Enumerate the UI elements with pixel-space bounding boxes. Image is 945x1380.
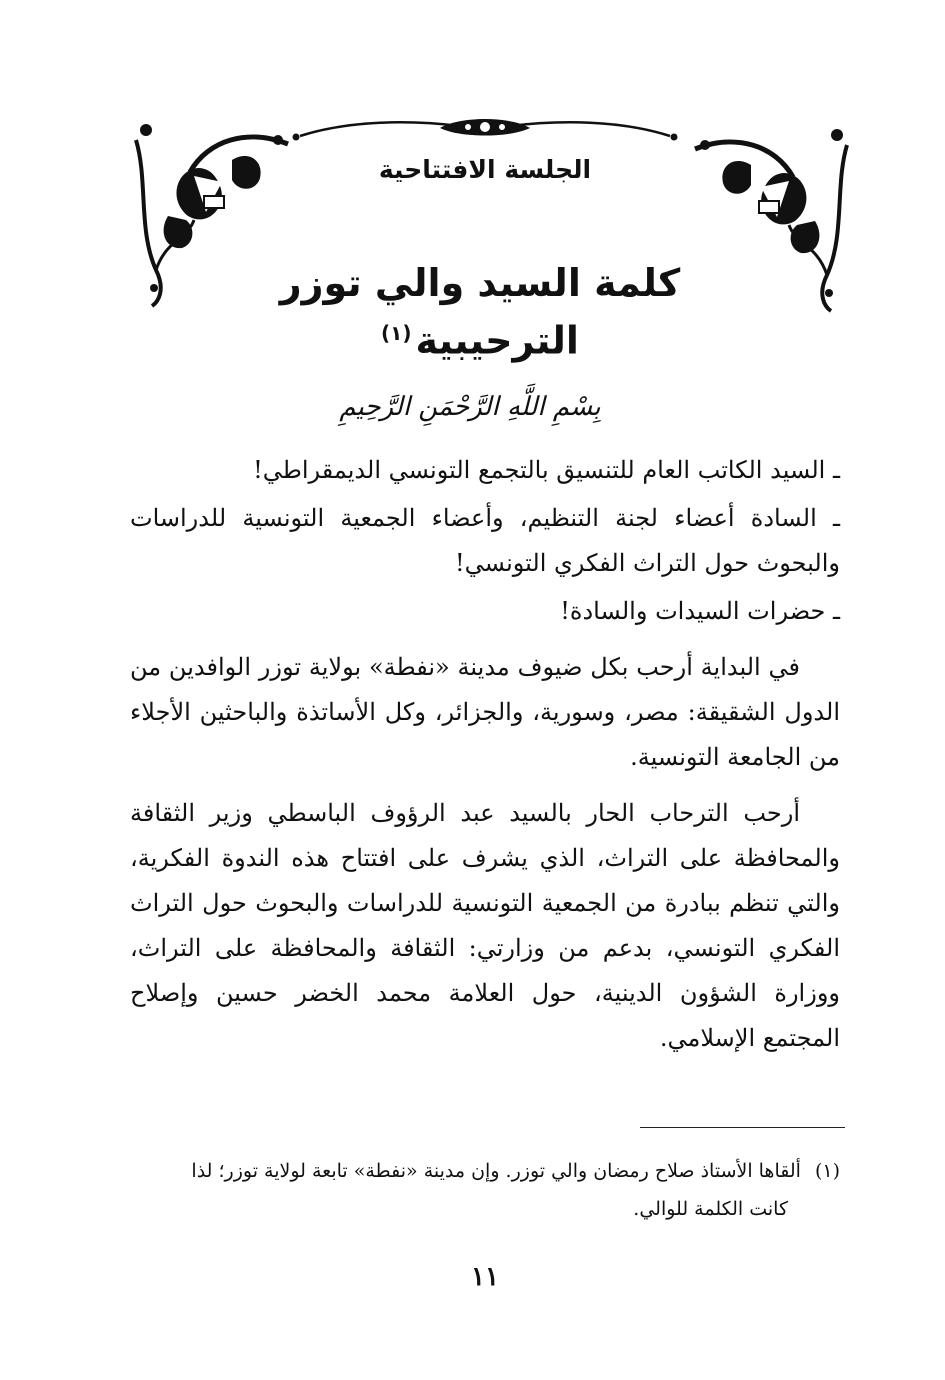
paragraph-1: في البداية أرحب بكل ضيوف مدينة «نفطة» بولاية توزر الوافدين من الدول الشقيقة: مصر، وسورية، والجزائر، وكل الأساتذة والباحثين الأجلاء من الجامعة التونسية. <box>130 653 840 771</box>
salutation-1: ـ السيد الكاتب العام للتنسيق بالتجمع التونسي الديمقراطي! <box>253 456 840 484</box>
footnote-marker: (١) <box>814 1160 840 1182</box>
speech-title-text: كلمة السيد والي توزر الترحيبية <box>279 261 681 363</box>
body-text <box>130 448 840 1072</box>
paragraph-2: أرحب الترحاب الحار بالسيد عبد الرؤوف الباسطي وزير الثقافة والمحافظة على التراث، الذي يشرف على افتتاح هذه الندوة الفكرية، والتي تنظم ببادرة من الجمعية التونسية للدراسات والبحوث حول التراث الفكري التونسي، بدعم من وزارتي: الثقافة والمحافظة على التراث، ووزارة الشؤون الدينية، حول العلامة محمد الخضر حسين وإصلاح المجتمع الإسلامي. <box>130 799 840 1052</box>
salutation-3: ـ حضرات السيدات والسادة! <box>560 597 840 625</box>
top-scroll-ornament <box>290 112 680 142</box>
footnote <box>125 1152 840 1228</box>
page-number: ١١ <box>471 1262 499 1292</box>
footnote-divider <box>640 1127 845 1128</box>
basmala: بِسْمِ اللَّهِ الرَّحْمَنِ الرَّحِيمِ <box>339 392 601 422</box>
footnote-text-continued: كانت الكلمة للوالي. <box>633 1198 788 1220</box>
title-footnote-marker: (١) <box>381 321 412 345</box>
section-heading: الجلسة الافتتاحية <box>378 155 592 184</box>
footnote-text: ألقاها الأستاذ صلاح رمضان والي توزر. وإن مدينة «نفطة» تابعة لولاية توزر؛ لذا <box>191 1160 801 1182</box>
speech-title <box>180 258 780 366</box>
salutation-2: ـ السادة أعضاء لجنة التنظيم، وأعضاء الجمعية التونسية للدراسات والبحوث حول التراث الفكري التونسي! <box>130 504 840 577</box>
